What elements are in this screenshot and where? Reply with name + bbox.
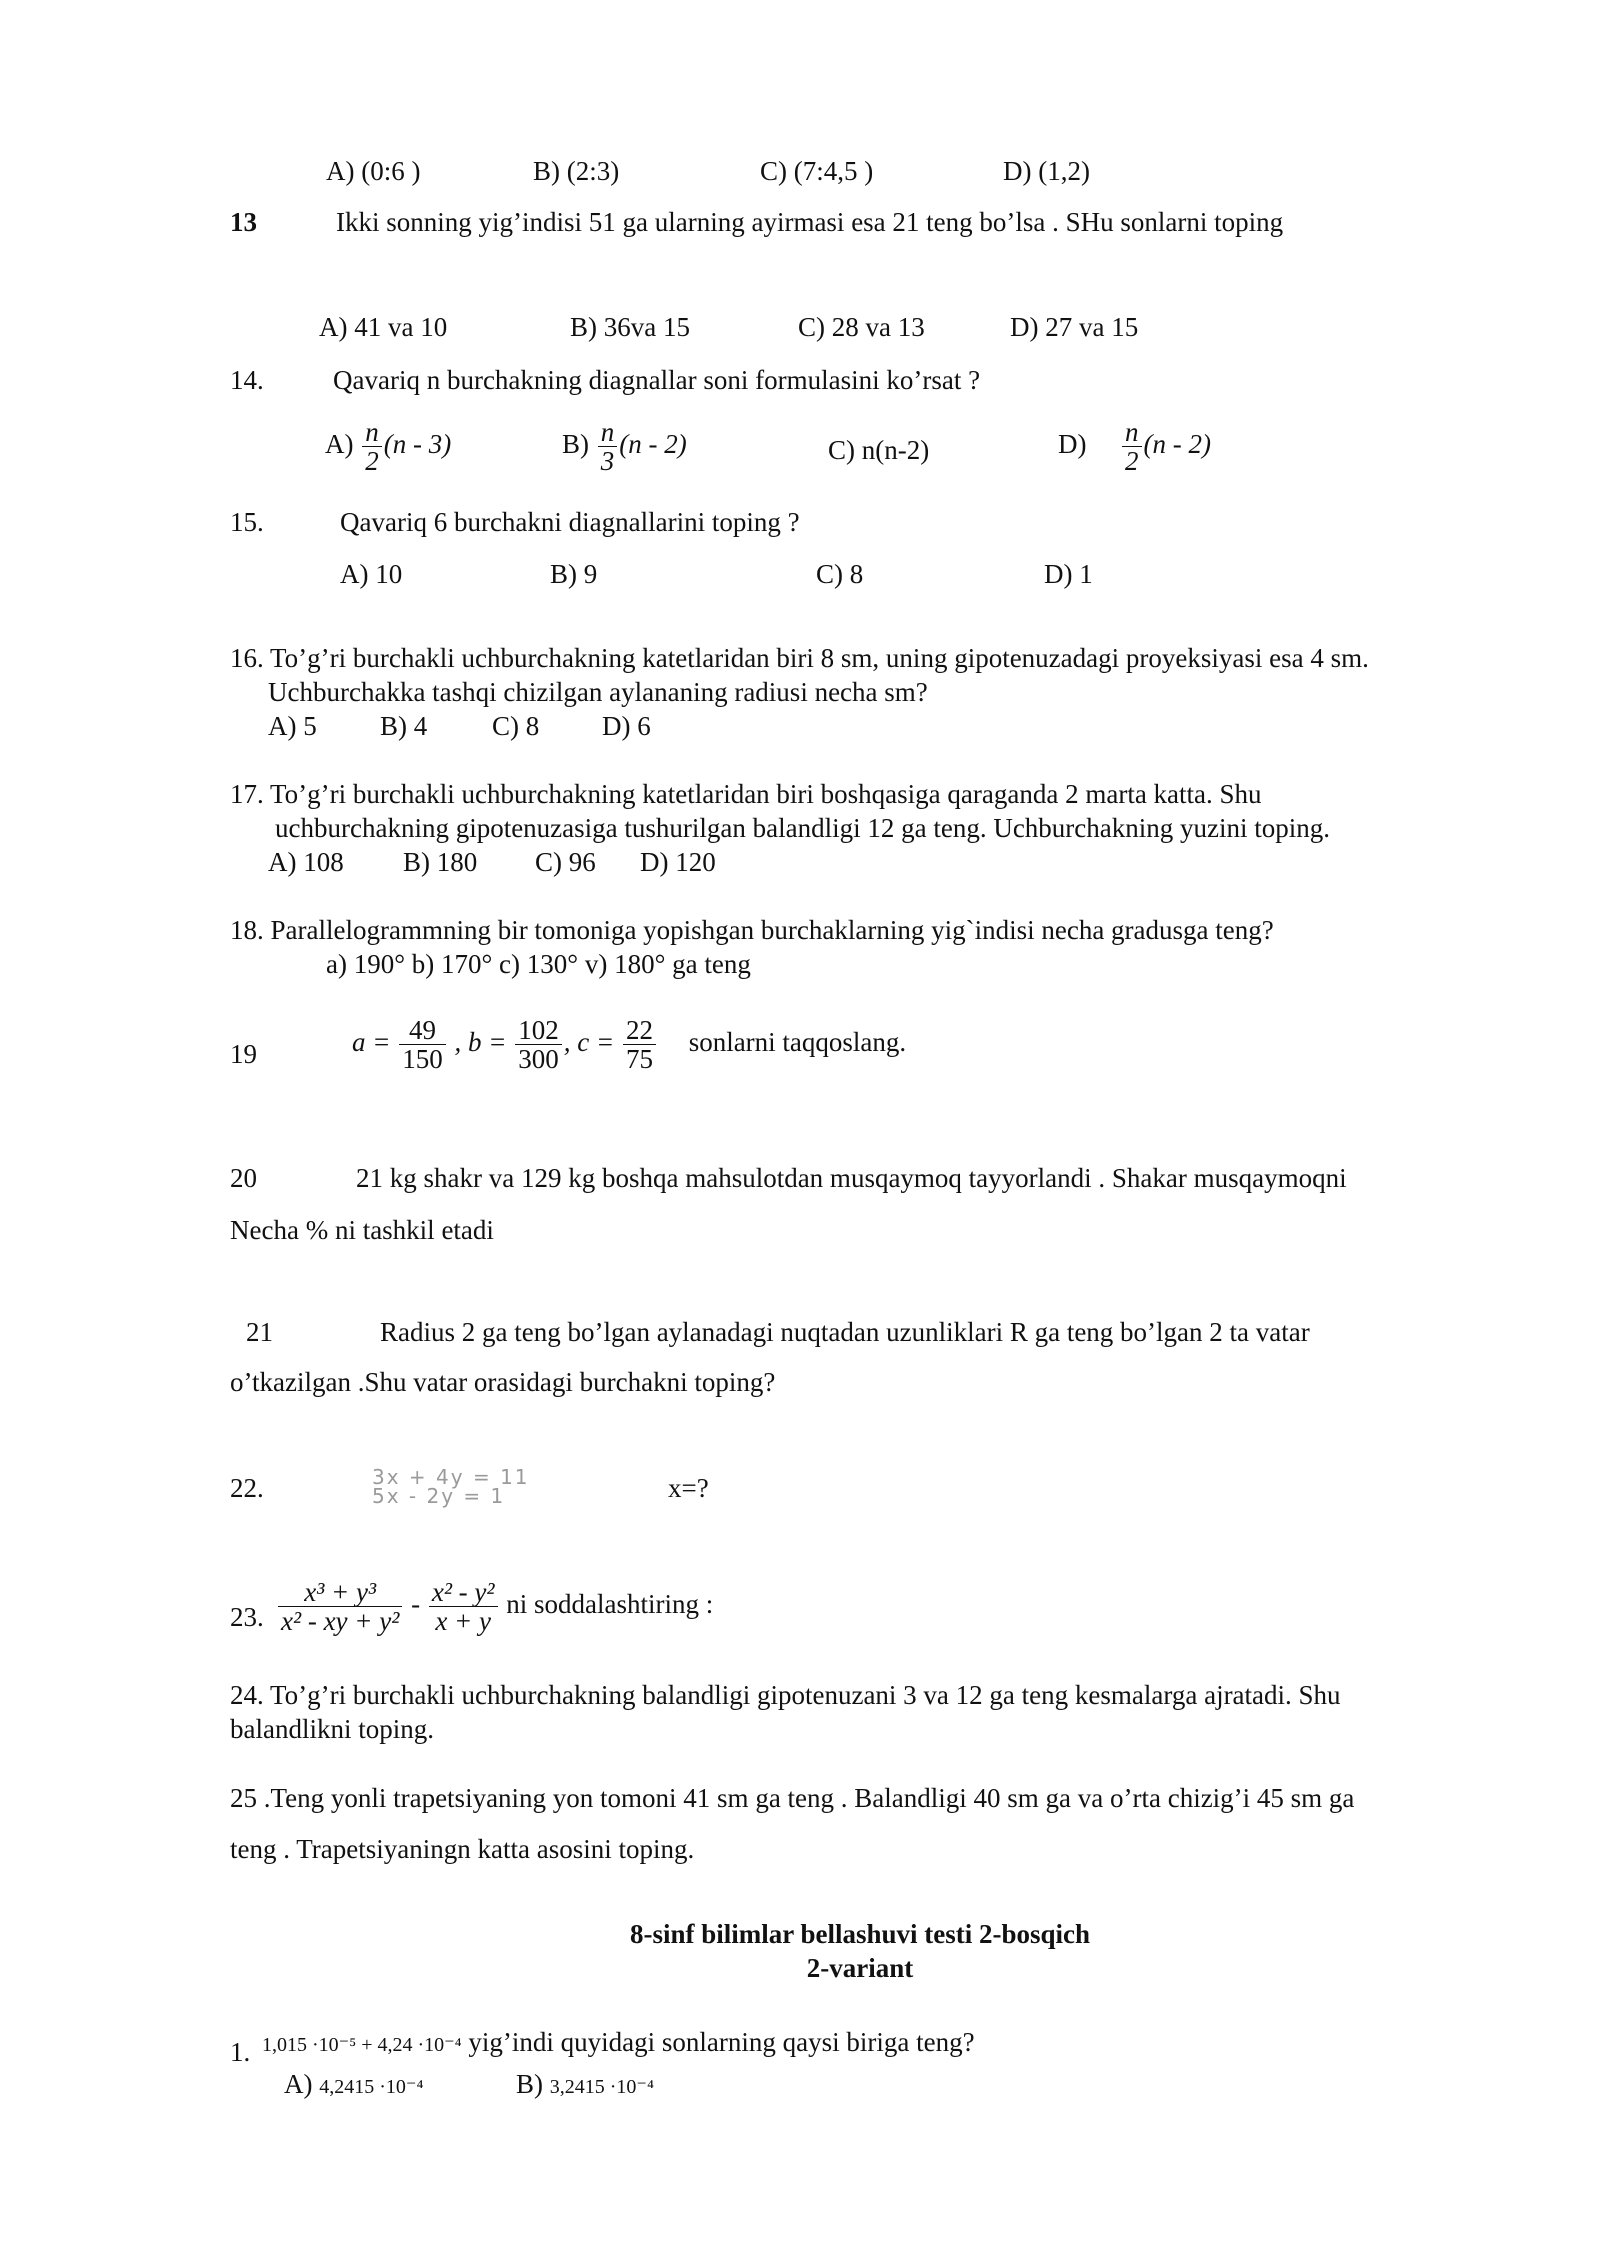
- q17-option-d: D) 120: [640, 847, 716, 877]
- q25-line-2: teng . Trapetsiyaningn katta asosini toping.: [230, 1834, 695, 1864]
- q24-line-1: 24. To’g’ri burchakli uchburchakning balandligi gipotenuzani 3 va 12 ga teng kesmalarga ajratadi. Shu: [230, 1680, 1341, 1710]
- q25-line-1: 25 .Teng yonli trapetsiyaning yon tomoni 41 sm ga teng . Balandligi 40 sm ga va o’rta chizig’i 45 sm ga: [230, 1783, 1355, 1813]
- q14-option-a: [325, 418, 451, 476]
- q17-line-2: uchburchakning gipotenuzasiga tushurilgan balandligi 12 ga teng. Uchburchakning yuzini toping.: [275, 813, 1331, 843]
- q15-number: 15.: [230, 507, 264, 537]
- q16-line-2: Uchburchakka tashqi chizilgan aylananing radiusi necha sm?: [268, 677, 928, 707]
- q20-line-1: 21 kg shakr va 129 kg boshqa mahsulotdan musqaymoq tayyorlandi . Shakar musqaymoqni: [356, 1163, 1347, 1193]
- option-tail: (n - 2): [1143, 429, 1211, 460]
- q23-number: 23.: [230, 1602, 264, 1632]
- q19-number: 19: [230, 1039, 257, 1069]
- q17-option-c: C) 96: [535, 847, 596, 877]
- q14-option-c: C) n(n-2): [828, 435, 930, 465]
- q16-option-d: D) 6: [602, 711, 651, 741]
- denominator: 75: [625, 1044, 653, 1075]
- denominator: 3: [600, 446, 615, 477]
- denominator: 300: [518, 1044, 559, 1075]
- q12-option-b: B) (2:3): [533, 156, 620, 186]
- q16-line-1: 16. To’g’ri burchakli uchburchakning katetlaridan biri 8 sm, uning gipotenuzadagi proyeksiyasi esa 4 sm.: [230, 643, 1369, 673]
- q19-expression: [352, 1016, 906, 1074]
- v2-q1-text: yig’indi quyidagi sonlarning qaysi biriga teng?: [468, 2027, 975, 2057]
- q23-expression: [276, 1578, 713, 1636]
- q15-text: Qavariq 6 burchakni diagnallarini toping ?: [340, 507, 800, 537]
- q21-line-1: Radius 2 ga teng bo’lgan aylanadagi nuqtadan uzunliklari R ga teng bo’lgan 2 ta vatar: [380, 1317, 1310, 1347]
- q20-number: 20: [230, 1163, 257, 1193]
- numerator: n: [362, 418, 382, 447]
- q22-question: x=?: [668, 1473, 709, 1503]
- denominator: x² - xy + y²: [281, 1606, 400, 1637]
- q15-option-b: B) 9: [550, 559, 598, 589]
- option-label: D): [1058, 429, 1087, 460]
- option-label: A): [284, 2069, 313, 2099]
- numerator: x² - y²: [429, 1578, 498, 1607]
- var-a: a =: [352, 1027, 391, 1058]
- q22-system: [372, 1465, 530, 1508]
- q12-option-a: A) (0:6 ): [326, 156, 421, 186]
- q13-option-c: C) 28 va 13: [798, 312, 925, 342]
- q22-number: 22.: [230, 1473, 264, 1503]
- numerator: x³ + y³: [278, 1578, 402, 1607]
- equation-1: 3x + 4y = 11: [372, 1465, 530, 1489]
- fraction: [362, 418, 382, 476]
- section-subheading: 2-variant: [806, 1953, 914, 1983]
- q15-option-c: C) 8: [816, 559, 864, 589]
- equation-2: 5x - 2y = 1: [372, 1484, 506, 1508]
- v2-q1-expression: 1,015 ·10⁻⁵ + 4,24 ·10⁻⁴: [262, 2034, 462, 2056]
- v2-q1-line: [262, 2026, 975, 2058]
- q21-number: 21: [246, 1317, 273, 1347]
- denominator: 2: [1125, 446, 1139, 477]
- q16-option-c: C) 8: [492, 711, 540, 741]
- q15-option-d: D) 1: [1044, 559, 1093, 589]
- numerator: n: [598, 418, 618, 447]
- denominator: 2: [365, 446, 379, 477]
- q14-text: Qavariq n burchakning diagnallar soni formulasini ko’rsat ?: [333, 365, 981, 395]
- fraction-a: [399, 1016, 446, 1074]
- denominator: x + y: [435, 1606, 492, 1637]
- v2-q1-option-a: [284, 2068, 423, 2100]
- q16-option-b: B) 4: [380, 711, 428, 741]
- numerator: 49: [399, 1016, 446, 1045]
- fraction-1: [278, 1578, 402, 1636]
- option-tail: (n - 2): [619, 429, 687, 460]
- fraction: [1122, 418, 1142, 476]
- q13-option-d: D) 27 va 15: [1010, 312, 1139, 342]
- option-label: A): [325, 429, 354, 460]
- q14-option-d: [1058, 418, 1211, 476]
- q17-option-b: B) 180: [403, 847, 478, 877]
- q18-options: a) 190° b) 170° c) 130° v) 180° ga teng: [326, 949, 751, 979]
- q13-option-b: B) 36va 15: [570, 312, 690, 342]
- v2-q1-number: 1.: [230, 2037, 251, 2067]
- q12-option-c: C) (7:4,5 ): [760, 156, 874, 186]
- q16-option-a: A) 5: [268, 711, 317, 741]
- q13-number: 13: [230, 207, 257, 237]
- numerator: 22: [623, 1016, 656, 1045]
- q15-option-a: A) 10: [340, 559, 403, 589]
- v2-q1-option-b: [516, 2068, 654, 2100]
- numerator: 102: [515, 1016, 562, 1045]
- q19-tail: sonlarni taqqoslang.: [688, 1027, 907, 1058]
- q21-line-2: o’tkazilgan .Shu vatar orasidagi burchakni toping?: [230, 1367, 776, 1397]
- fraction: [598, 418, 618, 476]
- q13-option-a: A) 41 va 10: [319, 312, 448, 342]
- option-tail: (n - 3): [383, 429, 452, 460]
- minus-sign: -: [411, 1589, 421, 1620]
- q13-text: Ikki sonning yig’indisi 51 ga ularning ayirmasi esa 21 teng bo’lsa . SHu sonlarni toping: [336, 207, 1284, 237]
- q14-option-b: [562, 418, 687, 476]
- fraction-2: [429, 1578, 498, 1636]
- denominator: 150: [402, 1044, 443, 1075]
- option-label: B): [516, 2069, 543, 2099]
- option-label: B): [562, 429, 589, 460]
- var-b: , b =: [454, 1027, 507, 1058]
- numerator: n: [1122, 418, 1142, 447]
- q18-line-1: 18. Parallelogrammning bir tomoniga yopishgan burchaklarning yig`indisi necha gradusga teng?: [230, 915, 1274, 945]
- fraction-b: [515, 1016, 562, 1074]
- q12-option-d: D) (1,2): [1003, 156, 1090, 186]
- fraction-c: [623, 1016, 656, 1074]
- q17-option-a: A) 108: [268, 847, 344, 877]
- option-value: 3,2415 ·10⁻⁴: [549, 2076, 654, 2098]
- option-value: 4,2415 ·10⁻⁴: [319, 2076, 424, 2098]
- q20-line-2: Necha % ni tashkil etadi: [230, 1215, 494, 1245]
- q23-tail: ni soddalashtiring :: [506, 1589, 714, 1620]
- section-heading: 8-sinf bilimlar bellashuvi testi 2-bosqich: [629, 1919, 1091, 1949]
- q17-line-1: 17. To’g’ri burchakli uchburchakning katetlaridan biri boshqasiga qaraganda 2 marta katta. Shu: [230, 779, 1262, 809]
- q14-number: 14.: [230, 365, 264, 395]
- var-c: , c =: [563, 1027, 615, 1058]
- q24-line-2: balandlikni toping.: [230, 1714, 434, 1744]
